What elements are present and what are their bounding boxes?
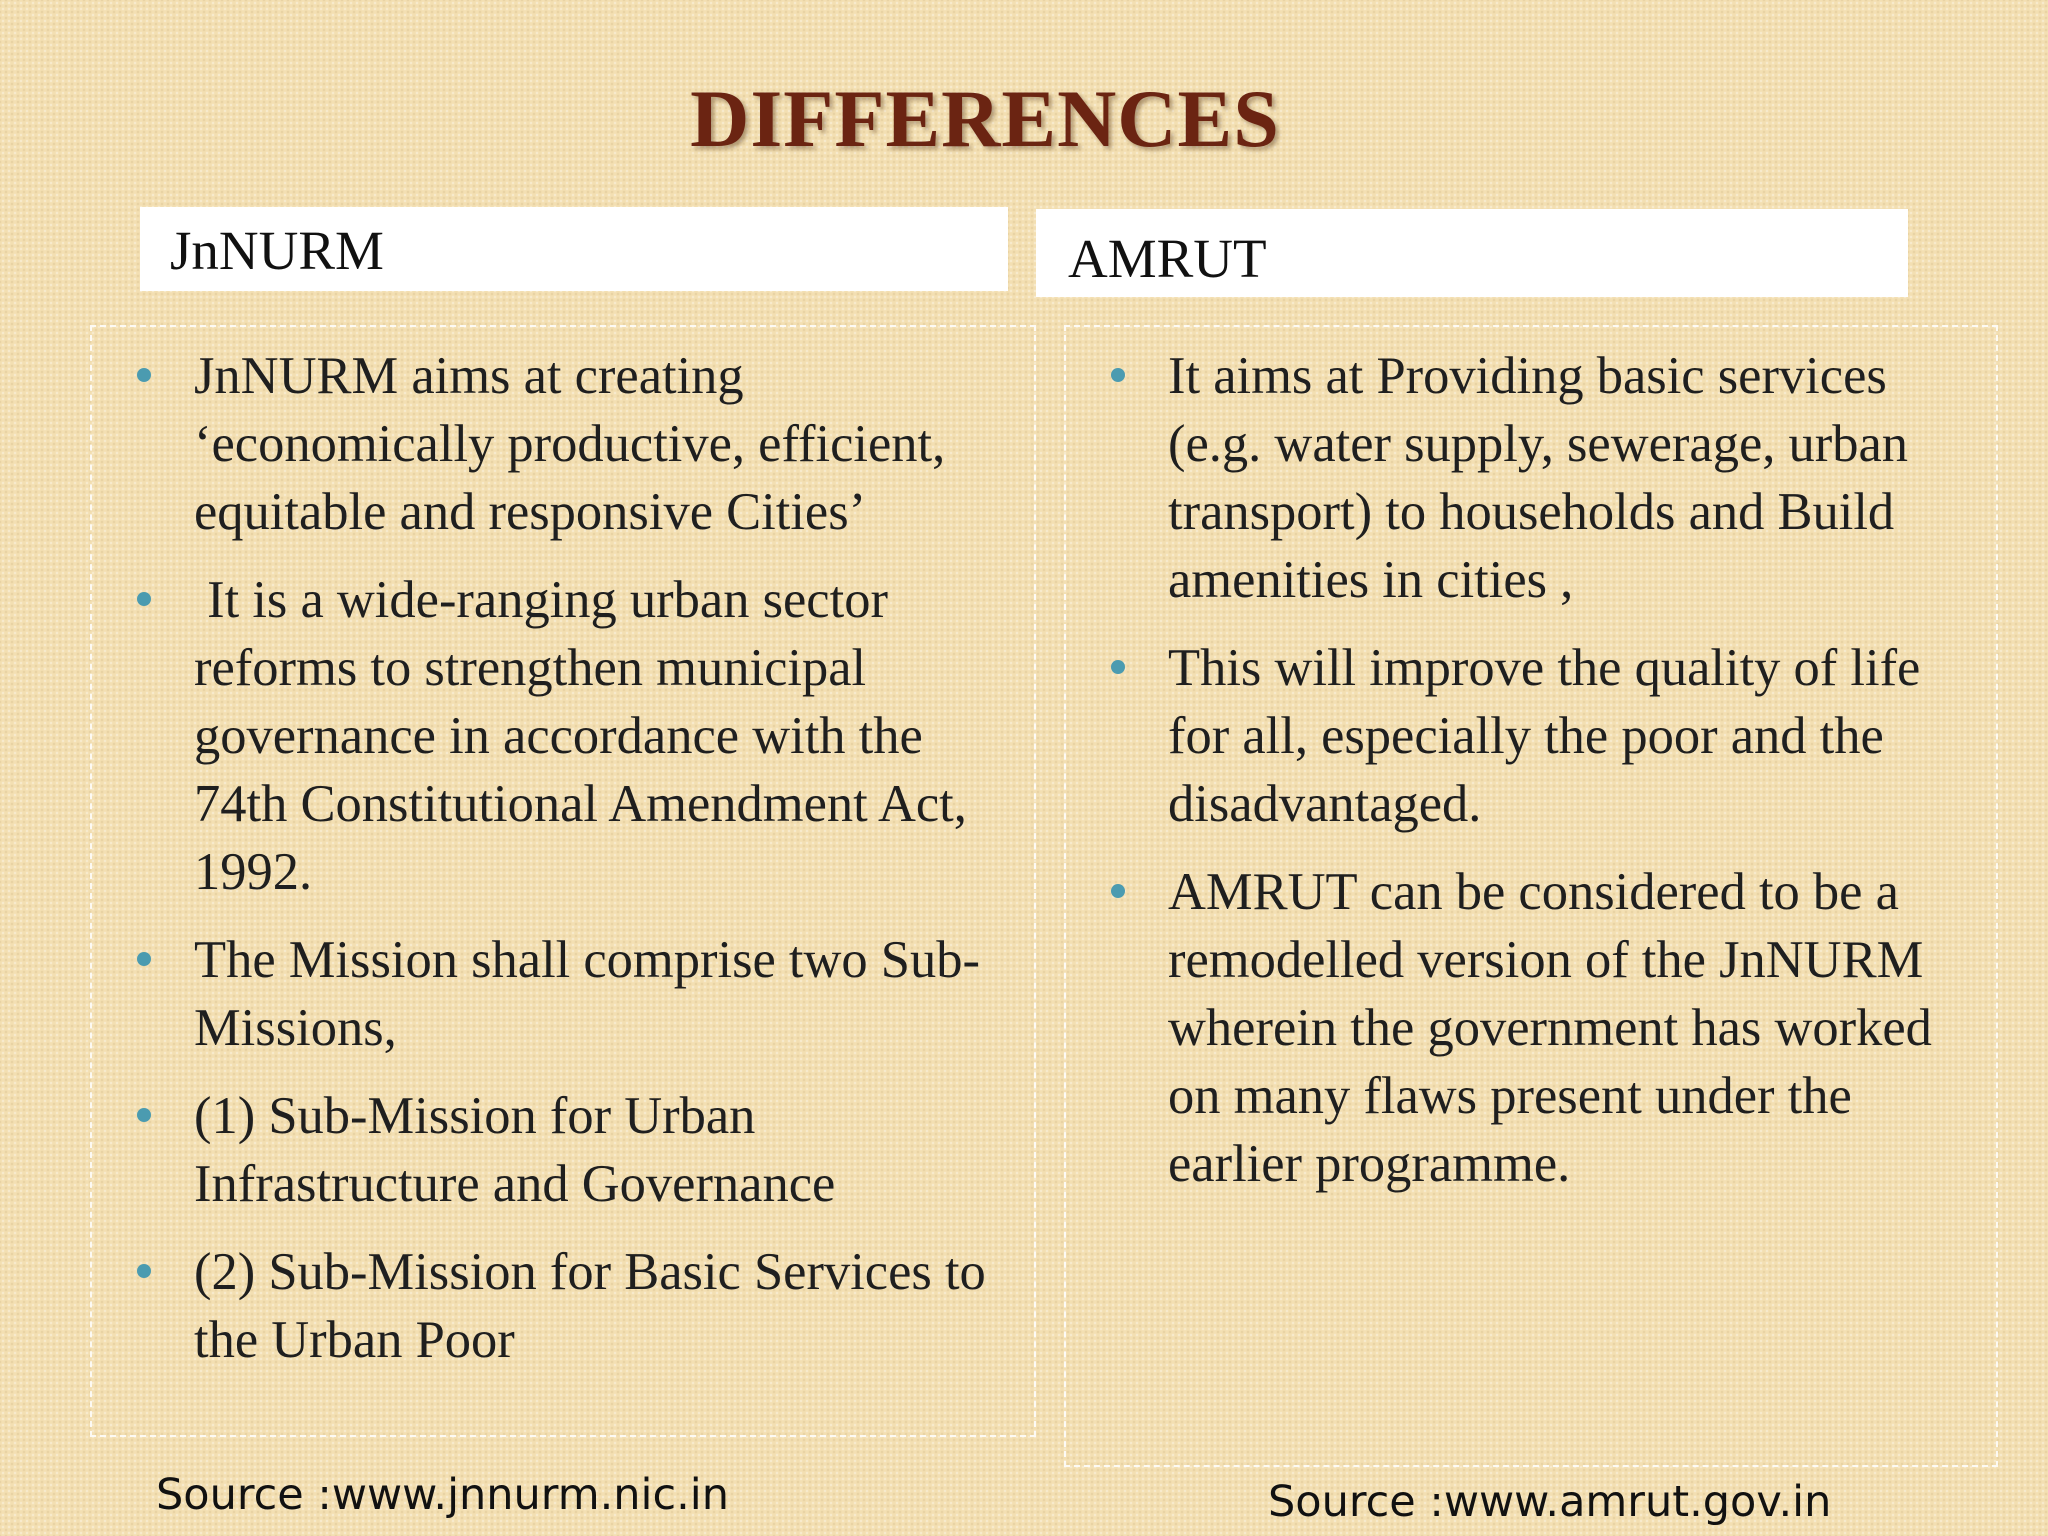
slide-title: DIFFERENCES [690, 73, 1280, 164]
amrut-bullet-list [1168, 342, 1988, 1218]
bullet-dot-icon [1111, 660, 1125, 674]
header-jnnurm: JnNURM [140, 207, 1008, 291]
list-item [194, 1082, 1024, 1218]
source-jnnurm: Source :www.jnnurm.nic.in [156, 1470, 729, 1520]
header-amrut: AMRUT [1036, 209, 1908, 297]
bullet-text: (1) Sub-Mission for Urban Infrastructure and Governance [194, 1087, 836, 1213]
bullet-text: It is a wide-ranging urban sector reforms to strengthen municipal governance in accordance with the 74th Constitutional Amendment Act, 1992. [194, 571, 981, 901]
bullet-text: This will improve the quality of life for all, especially the poor and the disadvantaged. [1168, 639, 1921, 833]
jnnurm-bullet-list [194, 342, 1024, 1394]
bullet-dot-icon [137, 368, 151, 382]
bullet-dot-icon [137, 952, 151, 966]
list-item [194, 926, 1024, 1062]
list-item [194, 342, 1024, 546]
list-item [1168, 634, 1988, 838]
bullet-text: The Mission shall comprise two Sub- Missions, [194, 931, 980, 1057]
list-item [1168, 858, 1988, 1198]
bullet-text: AMRUT can be considered to be a remodelled version of the JnNURM wherein the government has worked on many flaws present under the earlier programme. [1168, 863, 1932, 1193]
bullet-text: (2) Sub-Mission for Basic Services to the Urban Poor [194, 1243, 986, 1369]
list-item [194, 566, 1024, 906]
bullet-dot-icon [137, 592, 151, 606]
bullet-dot-icon [1111, 368, 1125, 382]
bullet-dot-icon [137, 1264, 151, 1278]
source-amrut: Source :www.amrut.gov.in [1268, 1477, 1832, 1527]
bullet-dot-icon [137, 1108, 151, 1122]
list-item [194, 1238, 1024, 1374]
bullet-text: JnNURM aims at creating ‘economically productive, efficient, equitable and responsive Cities’ [194, 347, 946, 541]
list-item [1168, 342, 1988, 614]
bullet-text: It aims at Providing basic services (e.g. water supply, sewerage, urban transport) to households and Build amenities in cities , [1168, 347, 1909, 609]
bullet-dot-icon [1111, 884, 1125, 898]
